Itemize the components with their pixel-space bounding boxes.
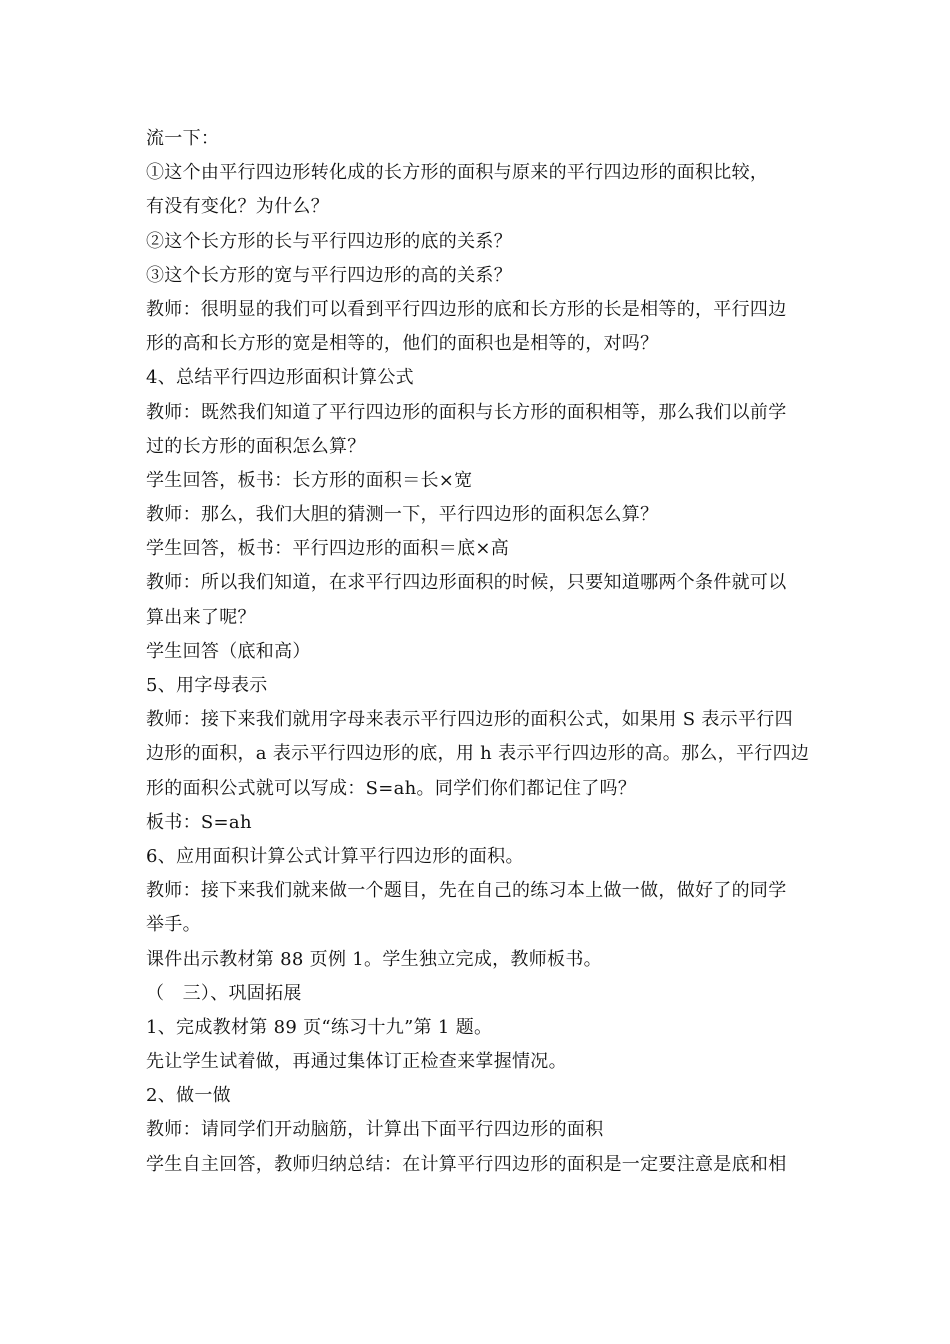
text-line: 板书：S=ah	[146, 811, 252, 833]
section-heading: 4、总结平行四边形面积计算公式	[146, 367, 414, 389]
text-line: 流一下：	[146, 128, 220, 149]
text-line: 教师：那么，我们大胆的猜测一下，平行四边形的面积怎么算？	[146, 504, 659, 526]
text-line: 学生回答，板书：长方形的面积＝长×宽	[146, 469, 473, 491]
text-line: ③这个长方形的宽与平行四边形的高的关系？	[146, 264, 512, 286]
text-line: ①这个由平行四边形转化成的长方形的面积与原来的平行四边形的面积比较，	[146, 162, 769, 184]
section-heading: 5、用字母表示	[146, 675, 268, 696]
section-heading: 6、应用面积计算公式计算平行四边形的面积。	[146, 845, 524, 867]
text-line: 边形的面积，a 表示平行四边形的底，用 h 表示平行四边形的高。那么，平行四边	[146, 743, 810, 765]
text-line: 学生回答，板书：平行四边形的面积＝底×高	[146, 538, 510, 560]
text-line: 教师：所以我们知道，在求平行四边形面积的时候，只要知道哪两个条件就可以	[146, 572, 787, 594]
document-body	[146, 122, 816, 1182]
text-line: ②这个长方形的长与平行四边形的底的关系？	[146, 230, 512, 252]
section-heading: 2、做一做	[146, 1085, 231, 1107]
text-line: 教师：接下来我们就来做一个题目，先在自己的练习本上做一做，做好了的同学	[146, 880, 787, 902]
text-line: 有没有变化？为什么？	[146, 196, 329, 218]
text-line: 举手。	[146, 914, 201, 936]
text-line: 教师：既然我们知道了平行四边形的面积与长方形的面积相等，那么我们以前学	[146, 401, 787, 423]
section-heading: （ 三）、巩固拓展	[146, 982, 302, 1004]
text-line: 课件出示教材第 88 页例 1。学生独立完成，教师板书。	[146, 948, 602, 970]
text-line: 1、完成教材第 89 页“练习十九”第 1 题。	[146, 1016, 493, 1038]
text-line: 学生回答（底和高）	[146, 640, 311, 662]
text-line: 算出来了呢？	[146, 606, 256, 628]
text-line: 先让学生试着做，再通过集体订正检查来掌握情况。	[146, 1051, 567, 1073]
text-line: 教师：请同学们开动脑筋，计算出下面平行四边形的面积	[146, 1119, 604, 1141]
text-line: 教师：很明显的我们可以看到平行四边形的底和长方形的长是相等的，平行四边	[146, 298, 787, 320]
text-line: 学生自主回答，教师归纳总结：在计算平行四边形的面积是一定要注意是底和相	[146, 1153, 787, 1175]
text-line: 形的面积公式就可以写成：S=ah。同学们你们都记住了吗？	[146, 777, 637, 799]
text-line: 教师：接下来我们就用字母来表示平行四边形的面积公式，如果用 S 表示平行四	[146, 709, 793, 731]
text-line: 过的长方形的面积怎么算？	[146, 435, 366, 457]
text-line: 形的高和长方形的宽是相等的，他们的面积也是相等的，对吗？	[146, 333, 659, 355]
